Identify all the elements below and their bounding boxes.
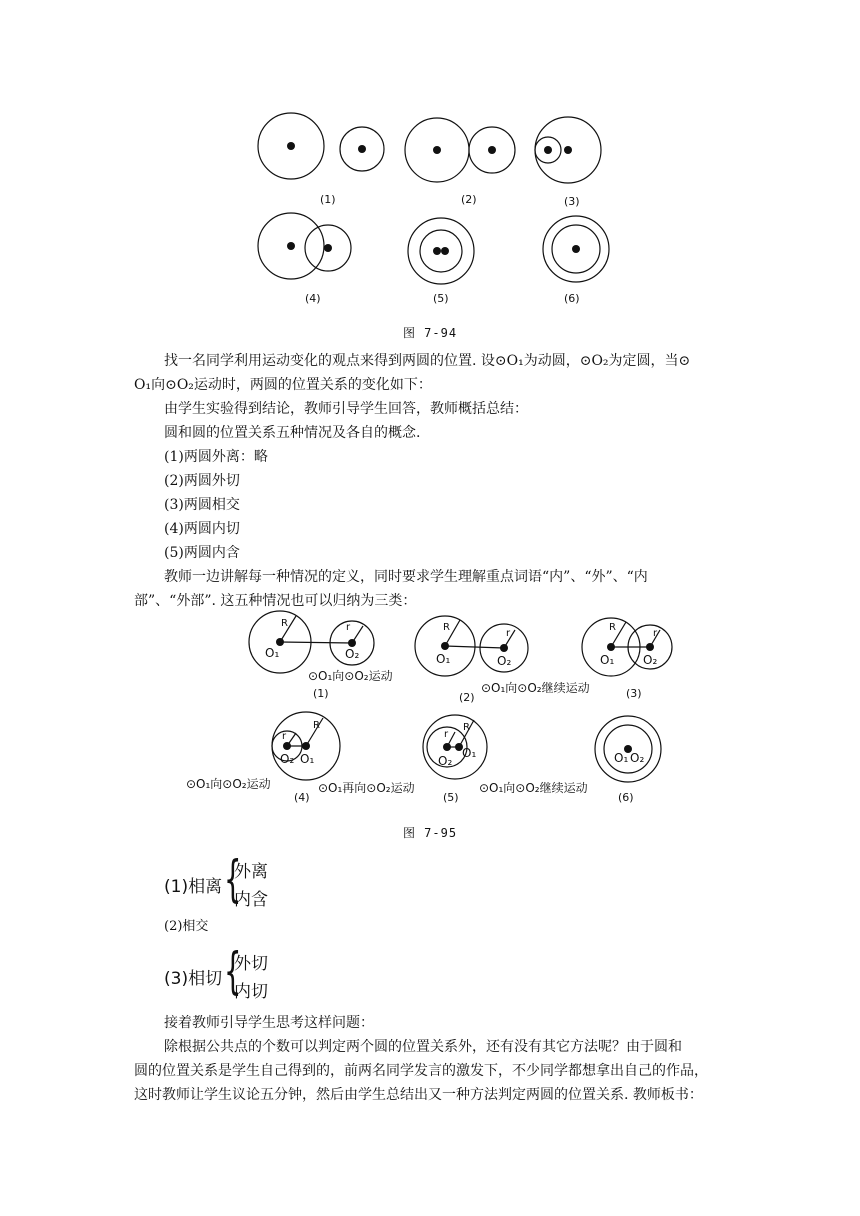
- figure-7-95: [0, 610, 860, 810]
- figure-7-94-caption: 图 7-94: [402, 326, 458, 340]
- radius-r-label: r: [346, 622, 351, 633]
- radius-R-label: R: [443, 622, 450, 633]
- fig2-label-4: (4): [294, 791, 310, 804]
- paragraph-5: 接着教师引导学生思考这样问题：: [164, 1015, 374, 1031]
- o2-label: O₂: [438, 754, 453, 768]
- paragraph-4-line-2: 部”、“外部”. 这五种情况也可以归纳为三类：: [134, 593, 417, 609]
- o1-label: O₁: [436, 652, 451, 666]
- classification-group-1: [164, 852, 364, 912]
- o2-label: O₂: [280, 752, 295, 766]
- o2-label: O₂: [630, 751, 645, 765]
- fig2-label-6: (6): [618, 791, 634, 804]
- motion-caption: ⊙O₁向⊙O₂运动: [308, 669, 393, 683]
- fig1-label-4: (4): [305, 292, 321, 305]
- radius-R-label: R: [609, 622, 616, 633]
- paragraph-6-line-2: 圆的位置关系是学生自己得到的，前两名同学发言的激发下，不少同学都想拿出自己的作品，: [134, 1063, 708, 1079]
- classification-group-3: [164, 944, 364, 1004]
- group-1-label: (1)相离: [164, 877, 223, 897]
- paragraph-6-line-3: 这时教师让学生议论五分钟，然后由学生总结出又一种方法判定两圆的位置关系. 教师板书：: [134, 1087, 703, 1103]
- radius-R-label: R: [281, 618, 288, 629]
- radius-R-label: R: [463, 722, 470, 733]
- list-item: (1)两圆外离：略: [164, 449, 268, 465]
- o1-label: O₁: [614, 751, 629, 765]
- paragraph-1-line-2: O₁向⊙O₂运动时，两圆的位置关系的变化如下：: [134, 377, 432, 393]
- o2-label: O₂: [643, 653, 658, 667]
- motion-caption: ⊙O₁向⊙O₂运动: [186, 777, 271, 791]
- fig1-label-1: (1): [320, 193, 336, 206]
- motion-caption: ⊙O₁向⊙O₂继续运动: [481, 681, 590, 695]
- figure-7-94: [0, 100, 860, 330]
- paragraph-6-line-1: 除根据公共点的个数可以判定两个圆的位置关系外，还有没有其它方法呢？由于圆和: [164, 1039, 682, 1055]
- list-item: (4)两圆内切: [164, 521, 240, 537]
- group-1-item: 外离: [234, 862, 268, 882]
- group-3-label: (3)相切: [164, 969, 223, 989]
- fig1-label-6: (6): [564, 292, 580, 305]
- fig2-label-1: (1): [313, 687, 329, 700]
- paragraph-1-line-1: 找一名同学利用运动变化的观点来得到两圆的位置. 设⊙O₁为动圆，⊙O₂为定圆，当⊙: [164, 353, 691, 369]
- o2-label: O₂: [345, 647, 360, 661]
- radius-r-label: r: [506, 628, 511, 639]
- o1-label: O₁: [265, 646, 280, 660]
- group-3-item: 外切: [234, 954, 268, 974]
- o1-label: O₁: [462, 746, 477, 760]
- radius-r-label: r: [444, 729, 449, 740]
- motion-caption: ⊙O₁向⊙O₂继续运动: [479, 781, 588, 795]
- list-item: (3)两圆相交: [164, 497, 240, 513]
- left-brace-icon: {: [224, 850, 242, 908]
- o1-label: O₁: [300, 752, 315, 766]
- paragraph-2: 由学生实验得到结论，教师引导学生回答，教师概括总结：: [164, 401, 528, 417]
- radius-R-label: R: [313, 720, 320, 731]
- group-1-item: 内含: [234, 890, 268, 910]
- list-item: (2)两圆外切: [164, 473, 240, 489]
- group-3-item: 内切: [234, 982, 268, 1002]
- figure-7-95-caption: 图 7-95: [402, 826, 458, 840]
- paragraph-4-line-1: 教师一边讲解每一种情况的定义，同时要求学生理解重点词语“内”、“外”、“内: [164, 569, 648, 585]
- o2-label: O₂: [497, 654, 512, 668]
- motion-caption: ⊙O₁再向⊙O₂运动: [318, 781, 415, 795]
- classification-group-2: (2)相交: [164, 919, 209, 934]
- fig1-label-3: (3): [564, 195, 580, 208]
- radius-r-label: r: [653, 628, 658, 639]
- fig2-label-2: (2): [459, 691, 475, 704]
- fig1-label-5: (5): [433, 292, 449, 305]
- radius-r-label: r: [282, 731, 287, 742]
- paragraph-3: 圆和圆的位置关系五种情况及各自的概念.: [164, 425, 421, 441]
- o1-label: O₁: [600, 653, 615, 667]
- fig2-label-5: (5): [443, 791, 459, 804]
- list-item: (5)两圆内含: [164, 545, 240, 561]
- fig2-label-3: (3): [626, 687, 642, 700]
- fig1-label-2: (2): [461, 193, 477, 206]
- left-brace-icon: {: [224, 942, 242, 1000]
